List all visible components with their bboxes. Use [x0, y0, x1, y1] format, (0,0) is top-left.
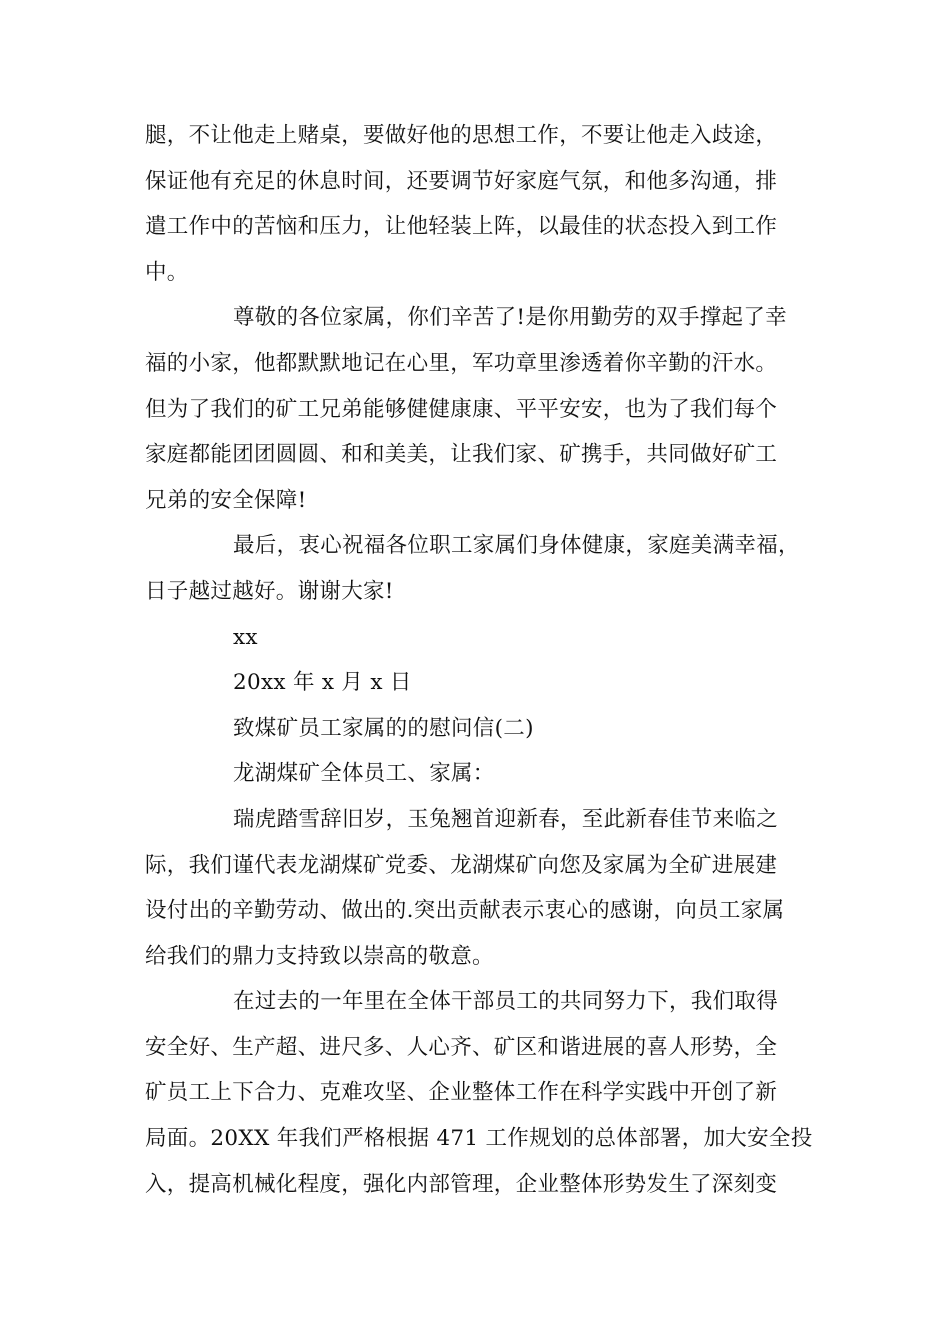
- paragraph-line: 保证他有充足的休息时间，还要调节好家庭气氛，和他多沟通，排: [145, 168, 778, 194]
- paragraph-line: 兄弟的安全保障!: [145, 487, 307, 513]
- paragraph-line: 设付出的辛勤劳动、做出的.突出贡献表示衷心的感谢，向员工家属: [145, 898, 785, 924]
- paragraph-line: 在过去的一年里在全体干部员工的共同努力下，我们取得: [233, 989, 779, 1015]
- paragraph-line: 际，我们谨代表龙湖煤矿党委、龙湖煤矿向您及家属为全矿进展建: [145, 852, 778, 878]
- paragraph-line: 遣工作中的苦恼和压力，让他轻装上阵，以最佳的状态投入到工作: [145, 214, 778, 240]
- letter-title: 致煤矿员工家属的的慰问信(二): [233, 715, 534, 741]
- document-body: [145, 113, 813, 1207]
- paragraph-line: 日子越过越好。谢谢大家!: [145, 578, 394, 604]
- paragraph-line: 家庭都能团团圆圆、和和美美，让我们家、矿携手，共同做好矿工: [145, 442, 778, 468]
- signature-date: 20xx 年 x 月 x 日: [233, 670, 412, 696]
- paragraph-line: 瑞虎踏雪辞旧岁，玉兔翘首迎新春，至此新春佳节来临之: [233, 806, 779, 832]
- paragraph-line: 入，提高机械化程度，强化内部管理，企业整体形势发生了深刻变: [145, 1171, 778, 1197]
- paragraph-line: 最后，衷心祝福各位职工家属们身体健康，家庭美满幸福，: [233, 533, 800, 559]
- paragraph-line: 中。: [145, 259, 189, 285]
- paragraph-line: 矿员工上下合力、克难攻坚、企业整体工作在科学实践中开创了新: [145, 1080, 778, 1106]
- paragraph-line: 尊敬的各位家属，你们辛苦了!是你用勤劳的双手撑起了幸: [233, 305, 787, 331]
- paragraph-line: 但为了我们的矿工兄弟能够健健康康、平平安安，也为了我们每个: [145, 396, 778, 422]
- paragraph-line: 福的小家，他都默默地记在心里，军功章里渗透着你辛勤的汗水。: [145, 350, 778, 376]
- paragraph-line: 安全好、生产超、进尺多、人心齐、矿区和谐进展的喜人形势，全: [145, 1034, 778, 1060]
- signature-name: xx: [233, 624, 258, 650]
- paragraph-line: 腿，不让他走上赌桌，要做好他的思想工作，不要让他走入歧途，: [145, 123, 778, 148]
- paragraph-line: 给我们的鼎力支持致以崇高的敬意。: [145, 943, 494, 969]
- letter-salutation: 龙湖煤矿全体员工、家属：: [233, 761, 495, 787]
- paragraph-line: 局面。20XX 年我们严格根据 471 工作规划的总体部署，加大安全投: [145, 1126, 813, 1152]
